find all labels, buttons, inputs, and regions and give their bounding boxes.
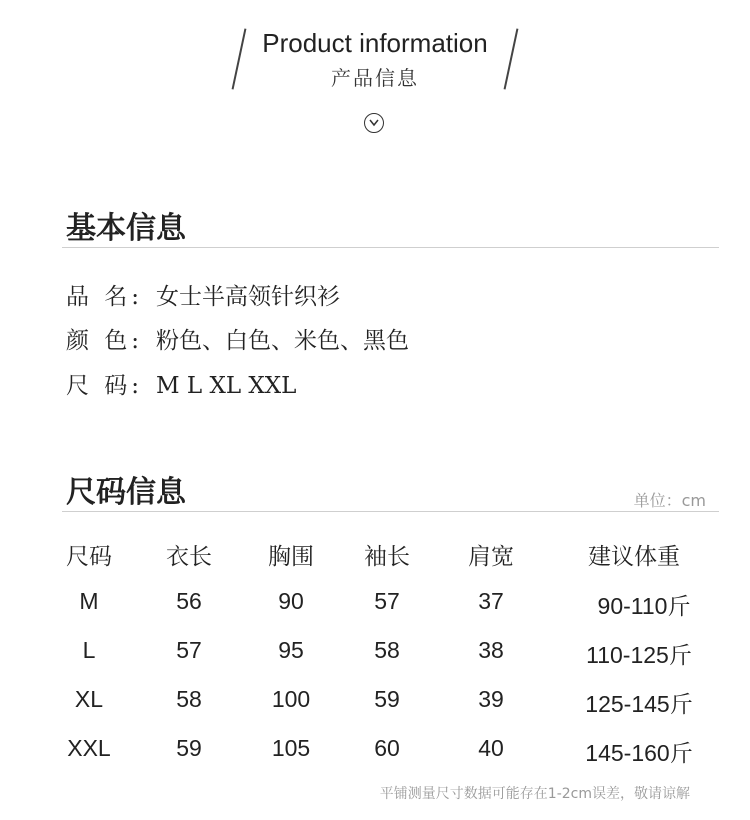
cell-sleeve: 57 <box>374 588 400 614</box>
cell-shoulder: 37 <box>478 588 504 614</box>
cell-chest: 95 <box>278 637 304 663</box>
cell-size: XXL <box>67 735 111 761</box>
cell-length: 58 <box>176 686 202 712</box>
cell-chest: 100 <box>271 686 311 712</box>
chevron-down-icon <box>364 113 384 133</box>
color-value: 粉色、白色、米色、黑色 <box>156 328 409 354</box>
table-row <box>44 637 724 677</box>
cell-sleeve: 60 <box>374 735 400 761</box>
header-length: 衣长 <box>166 544 212 570</box>
cell-shoulder: 39 <box>478 686 504 712</box>
cell-length: 59 <box>176 735 202 761</box>
product-name-value: 女士半高领针织衫 <box>156 284 340 310</box>
product-name-row <box>66 278 340 311</box>
cell-shoulder: 40 <box>478 735 504 761</box>
cell-chest: 90 <box>278 588 304 614</box>
table-row <box>44 686 724 726</box>
header-sleeve: 袖长 <box>364 544 410 570</box>
header-chest: 胸围 <box>268 544 314 570</box>
size-info-divider <box>62 511 719 512</box>
cell-size: L <box>82 637 96 663</box>
basic-info-title: 基本信息 <box>66 211 186 246</box>
size-row <box>66 367 296 400</box>
unit-label: 单位：cm <box>633 491 706 510</box>
cell-weight: 125-145斤 <box>585 691 693 717</box>
product-info-header <box>0 0 750 150</box>
header-size: 尺码 <box>66 544 112 570</box>
size-value: M L XL XXL <box>156 373 297 399</box>
cell-weight: 110-125斤 <box>586 642 692 668</box>
cell-shoulder: 38 <box>478 637 504 663</box>
color-row <box>66 322 409 355</box>
cell-size: M <box>79 588 99 614</box>
cell-weight: 145-160斤 <box>585 740 693 766</box>
cell-chest: 105 <box>271 735 311 761</box>
product-name-label: 品 名: <box>66 284 144 310</box>
table-row <box>44 588 724 628</box>
cell-sleeve: 58 <box>374 637 400 663</box>
cell-weight: 90-110斤 <box>597 593 691 619</box>
table-header-row <box>44 538 724 578</box>
cell-sleeve: 59 <box>374 686 400 712</box>
cell-length: 57 <box>176 637 202 663</box>
header-title-cn: 产品信息 <box>331 66 419 90</box>
cell-length: 56 <box>176 588 202 614</box>
basic-info-divider <box>62 247 719 248</box>
table-row <box>44 735 724 775</box>
size-info-title: 尺码信息 <box>66 475 186 510</box>
header-shoulder: 肩宽 <box>468 544 514 570</box>
color-label: 颜 色: <box>66 328 144 354</box>
size-label: 尺 码: <box>66 373 144 399</box>
measurement-note: 平铺测量尺寸数据可能存在1-2cm误差，敬请谅解 <box>379 786 690 802</box>
header-weight: 建议体重 <box>588 544 680 570</box>
cell-size: XL <box>74 686 104 712</box>
header-title-en: Product information <box>262 28 488 58</box>
